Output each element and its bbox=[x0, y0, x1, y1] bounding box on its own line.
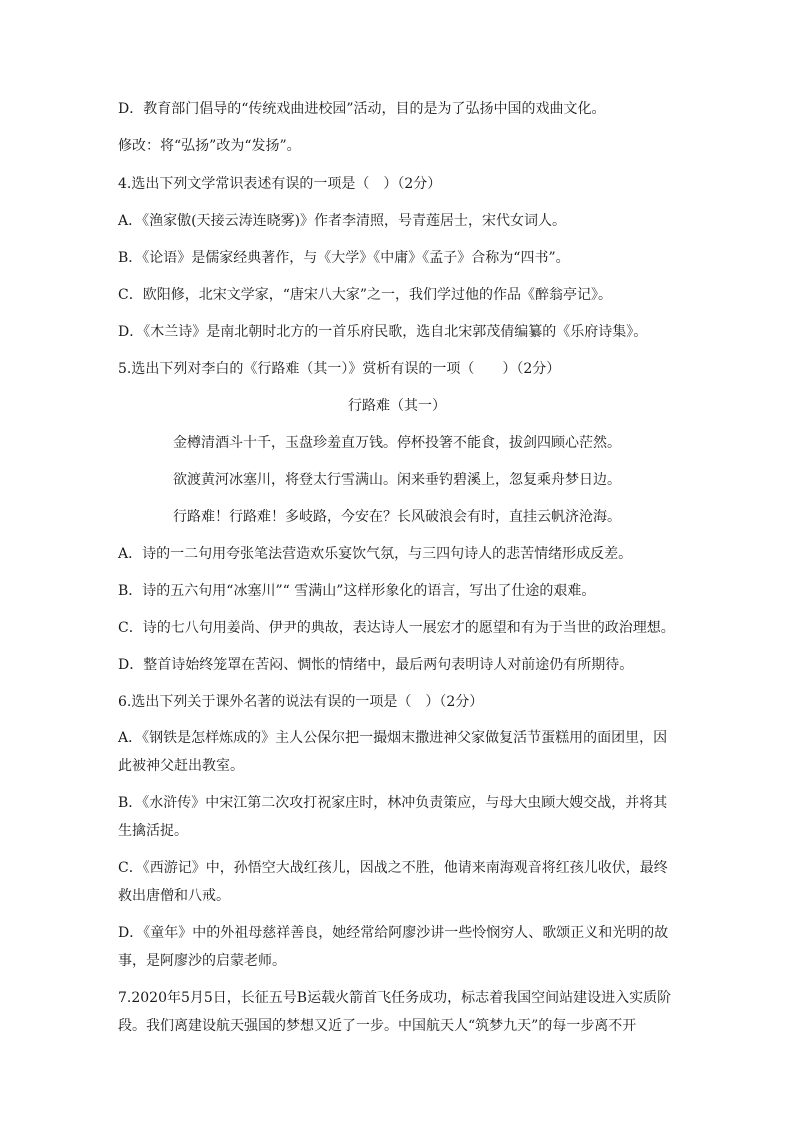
poem-line: 金樽清酒斗十千，玉盘珍羞直万钱。停杯投箸不能食，拔剑四顾心茫然。 bbox=[173, 435, 621, 451]
q6-option-b: B．《水浒传》中宋江第二次攻打祝家庄时，林冲负责策应，与母大虫顾大嫂交战，并将其生擒活捉。 bbox=[118, 795, 668, 839]
q4-option-c: C．欧阳修，北宋文学家，“唐宋八大家”之一，我们学过他的作品《醉翁亭记》。 bbox=[118, 287, 613, 303]
q5-option-b: B．诗的五六句用“冰塞川”“ 雪满山”这样形象化的语言，写出了仕途的艰难。 bbox=[118, 583, 596, 599]
q6-option-c: C．《西游记》中，孙悟空大战红孩儿，因战之不胜，他请来南海观音将红孩儿收伏，最终救出唐僧和八戒。 bbox=[118, 860, 668, 904]
q7-text: 7.2020年5月5日，长征五号B运载火箭首飞任务成功，标志着我国空间站建设进入实质阶段。我们离建设航天强国的梦想又近了一步。中国航天人“筑梦九天”的每一步离不开 bbox=[118, 990, 672, 1034]
q6-option-a: A．《钢铁是怎样炼成的》主人公保尔把一撮烟末撒进神父家做复活节蛋糕用的面团里，因此被神父赶出教室。 bbox=[118, 730, 668, 774]
poem-line: 欲渡黄河冰塞川，将登太行雪满山。闲来垂钓碧溪上，忽复乘舟梦日边。 bbox=[173, 472, 621, 488]
q3-revision: 修改：将“弘扬”改为“发扬”。 bbox=[118, 138, 301, 154]
q5-option-d: D．整首诗始终笼罩在苦闷、惆怅的情绪中，最后两句表明诗人对前途仍有所期待。 bbox=[118, 657, 634, 673]
q5-stem: 5.选出下列对李白的《行路难（其一）》赏析有误的一项（ ）（2分） bbox=[118, 361, 561, 377]
q3-option-d: D．教育部门倡导的“传统戏曲进校园”活动，目的是为了弘扬中国的戏曲文化。 bbox=[118, 101, 606, 117]
q4-stem: 4.选出下列文学常识表述有误的一项是（ ）（2分） bbox=[118, 176, 442, 192]
q5-option-a: A．诗的一二句用夸张笔法营造欢乐宴饮气氛，与三四句诗人的悲苦情绪形成反差。 bbox=[118, 546, 633, 562]
q5-option-c: C．诗的七八句用姜尚、伊尹的典故，表达诗人一展宏才的愿望和有为于当世的政治理想。 bbox=[118, 620, 675, 636]
q4-option-a: A．《渔家傲(天接云涛连晓雾)》作者李清照，号青莲居士，宋代女词人。 bbox=[118, 213, 567, 229]
q6-stem: 6.选出下列关于课外名著的说法有误的一项是（ ）（2分） bbox=[118, 694, 484, 710]
poem-line: 行路难！行路难！多岐路，今安在？长风破浪会有时，直挂云帆济沧海。 bbox=[173, 509, 621, 525]
q6-option-d: D．《童年》中的外祖母慈祥善良，她经常给阿廖沙讲一些怜悯穷人、歌颂正义和光明的故事，是阿廖沙的启蒙老师。 bbox=[118, 925, 669, 969]
q4-option-d: D．《木兰诗》是南北朝时北方的一首乐府民歌，选自北宋郭茂倩编纂的《乐府诗集》。 bbox=[118, 324, 648, 340]
poem-title: 行路难（其一） bbox=[348, 398, 446, 414]
q4-option-b: B．《论语》是儒家经典著作，与《大学》《中庸》《孟子》合称为“四书”。 bbox=[118, 250, 570, 266]
